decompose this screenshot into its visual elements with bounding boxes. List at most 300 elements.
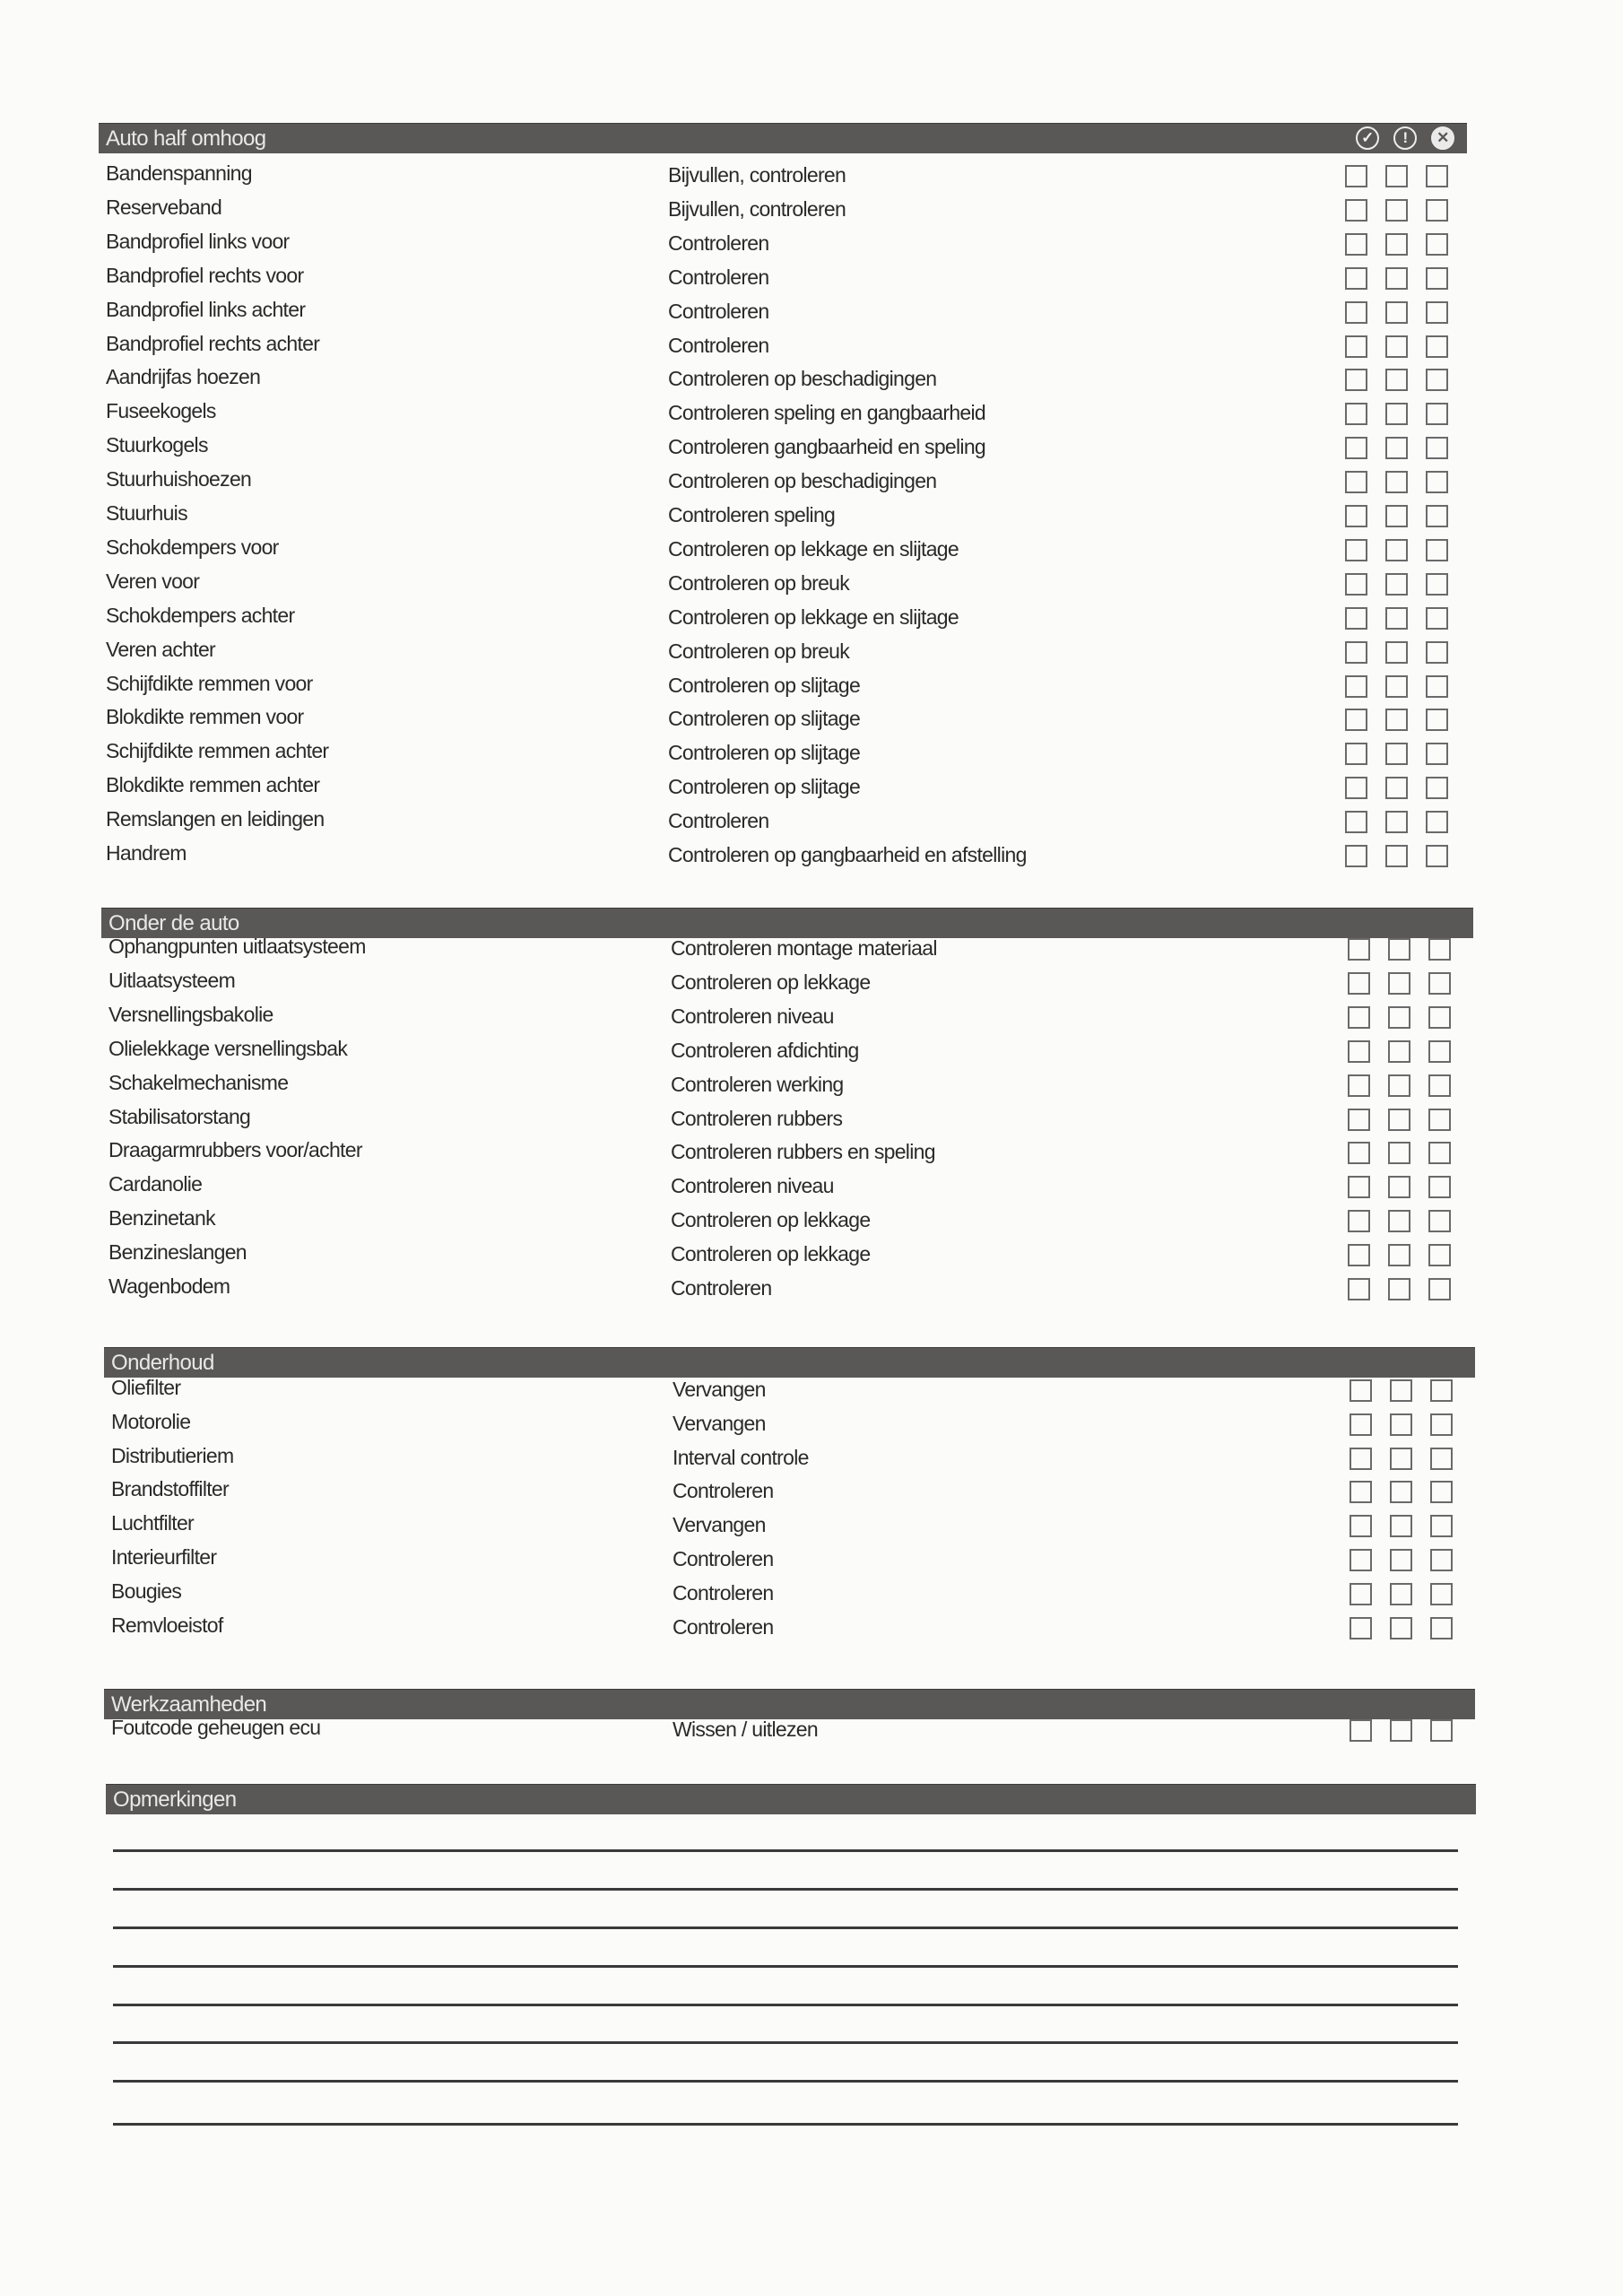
action-label: Controleren op lekkage xyxy=(671,1242,871,1266)
status-checkboxes xyxy=(1348,1109,1451,1131)
reject-checkbox[interactable] xyxy=(1428,1142,1451,1164)
action-label: Controleren rubbers xyxy=(671,1106,843,1130)
reject-checkbox[interactable] xyxy=(1426,335,1448,358)
item-label: Schijfdikte remmen achter xyxy=(106,739,329,763)
item-label: Bandenspanning xyxy=(106,161,252,185)
action-label: Controleren op lekkage en slijtage xyxy=(668,604,959,629)
ok-checkbox[interactable] xyxy=(1348,1109,1370,1131)
ok-checkbox[interactable] xyxy=(1350,1515,1372,1537)
checklist-row xyxy=(106,672,1488,706)
action-label: Controleren op lekkage xyxy=(671,1208,871,1232)
section-title: Auto half omhoog xyxy=(106,126,266,151)
status-checkboxes xyxy=(1350,1583,1453,1605)
checklist-row xyxy=(106,298,1488,332)
reject-checkbox[interactable] xyxy=(1428,1006,1451,1029)
action-label: Controleren xyxy=(668,265,769,289)
reject-checkbox[interactable] xyxy=(1428,1210,1451,1232)
ok-checkbox[interactable] xyxy=(1350,1448,1372,1470)
checklist-row xyxy=(111,1410,1488,1444)
checklist-row xyxy=(106,365,1488,399)
action-label: Controleren op slijtage xyxy=(668,707,861,731)
action-label: Controleren xyxy=(673,1547,774,1570)
reject-checkbox[interactable] xyxy=(1426,811,1448,833)
checklist-row xyxy=(106,773,1488,807)
attention-checkbox[interactable] xyxy=(1388,938,1410,961)
attention-checkbox[interactable] xyxy=(1385,199,1408,222)
status-checkboxes xyxy=(1345,199,1448,222)
status-checkboxes xyxy=(1348,938,1451,961)
checklist-row xyxy=(106,230,1488,264)
ok-checkbox[interactable] xyxy=(1345,845,1367,867)
item-label: Schakelmechanisme xyxy=(108,1070,289,1094)
status-legend xyxy=(1356,126,1454,152)
action-label: Vervangen xyxy=(673,1411,766,1435)
status-checkboxes xyxy=(1348,1074,1451,1097)
reject-checkbox[interactable] xyxy=(1428,1176,1451,1198)
status-checkboxes xyxy=(1345,505,1448,527)
action-label: Controleren niveau xyxy=(671,1004,834,1028)
reject-checkbox[interactable] xyxy=(1426,471,1448,493)
reject-checkbox[interactable] xyxy=(1426,165,1448,187)
remark-line[interactable] xyxy=(113,2123,1458,2126)
action-label: Controleren xyxy=(668,299,769,323)
reject-checkbox[interactable] xyxy=(1428,1278,1451,1300)
status-checkboxes xyxy=(1345,709,1448,731)
ok-checkbox[interactable] xyxy=(1345,607,1367,630)
attention-checkbox[interactable] xyxy=(1385,675,1408,698)
item-label: Interieurfilter xyxy=(111,1545,217,1569)
attention-checkbox[interactable] xyxy=(1385,777,1408,799)
item-label: Bandprofiel links achter xyxy=(106,297,306,321)
status-checkboxes xyxy=(1348,1278,1451,1300)
action-label: Controleren xyxy=(673,1614,774,1639)
item-label: Versnellingsbakolie xyxy=(108,1002,273,1026)
attention-checkbox[interactable] xyxy=(1385,641,1408,664)
reject-checkbox[interactable] xyxy=(1426,199,1448,222)
attention-checkbox[interactable] xyxy=(1385,301,1408,324)
ok-checkbox[interactable] xyxy=(1345,437,1367,459)
reject-checkbox[interactable] xyxy=(1426,403,1448,425)
action-label: Bijvullen, controleren xyxy=(668,163,846,187)
item-label: Stabilisatorstang xyxy=(108,1104,251,1128)
ok-checkbox[interactable] xyxy=(1350,1617,1372,1639)
attention-checkbox[interactable] xyxy=(1390,1448,1412,1470)
action-label: Controleren op breuk xyxy=(668,639,850,663)
ok-checkbox[interactable] xyxy=(1345,777,1367,799)
status-checkboxes xyxy=(1345,675,1448,698)
item-label: Benzinetank xyxy=(108,1206,215,1231)
ok-checkbox[interactable] xyxy=(1348,938,1370,961)
ok-checkbox[interactable] xyxy=(1345,743,1367,765)
item-label: Blokdikte remmen voor xyxy=(106,705,304,729)
attention-checkbox[interactable] xyxy=(1390,1379,1412,1402)
ok-checkbox[interactable] xyxy=(1350,1549,1372,1571)
attention-checkbox[interactable] xyxy=(1385,165,1408,187)
reject-checkbox[interactable] xyxy=(1430,1617,1453,1639)
reject-checkbox[interactable] xyxy=(1426,233,1448,256)
reject-checkbox[interactable] xyxy=(1426,301,1448,324)
checklist-row xyxy=(106,604,1488,638)
reject-checkbox[interactable] xyxy=(1426,539,1448,561)
ok-checkbox[interactable] xyxy=(1345,471,1367,493)
checklist-row xyxy=(111,1376,1488,1410)
action-label: Controleren op lekkage xyxy=(671,970,871,994)
item-label: Distributieriem xyxy=(111,1443,234,1467)
item-label: Stuurhuis xyxy=(106,501,187,525)
action-label: Controleren xyxy=(671,1276,772,1300)
attention-checkbox[interactable] xyxy=(1390,1549,1412,1571)
attention-checkbox[interactable] xyxy=(1385,471,1408,493)
status-checkboxes xyxy=(1345,165,1448,187)
item-label: Cardanolie xyxy=(108,1172,203,1196)
status-checkboxes xyxy=(1350,1481,1453,1503)
item-label: Veren achter xyxy=(106,637,216,661)
ok-checkbox[interactable] xyxy=(1345,811,1367,833)
action-label: Controleren gangbaarheid en speling xyxy=(668,435,986,459)
check-circle-icon: ✓ xyxy=(1356,126,1379,150)
item-label: Stuurhuishoezen xyxy=(106,467,252,491)
checklist-row xyxy=(111,1444,1488,1478)
reject-checkbox[interactable] xyxy=(1426,607,1448,630)
section-header xyxy=(99,123,1467,153)
attention-checkbox[interactable] xyxy=(1388,1040,1410,1063)
ok-checkbox[interactable] xyxy=(1345,199,1367,222)
item-label: Foutcode geheugen ecu xyxy=(111,1716,321,1739)
remark-line[interactable] xyxy=(113,1926,1458,1929)
ok-checkbox[interactable] xyxy=(1345,709,1367,731)
ok-checkbox[interactable] xyxy=(1345,403,1367,425)
item-label: Bandprofiel rechts voor xyxy=(106,263,304,287)
item-label: Bandprofiel links voor xyxy=(106,229,290,253)
checklist-row xyxy=(108,1240,1488,1274)
attention-checkbox[interactable] xyxy=(1390,1617,1412,1639)
item-label: Schijfdikte remmen voor xyxy=(106,671,313,695)
attention-checkbox[interactable] xyxy=(1390,1583,1412,1605)
ok-checkbox[interactable] xyxy=(1350,1719,1372,1742)
checklist-row xyxy=(108,1274,1488,1309)
status-checkboxes xyxy=(1348,1176,1451,1198)
item-label: Handrem xyxy=(106,841,187,865)
item-label: Remvloeistof xyxy=(111,1613,223,1637)
checklist-row xyxy=(108,1071,1488,1105)
checklist-row xyxy=(106,638,1488,672)
item-label: Blokdikte remmen achter xyxy=(106,773,320,797)
ok-checkbox[interactable] xyxy=(1345,267,1367,290)
action-label: Wissen / uitlezen xyxy=(673,1718,818,1741)
remark-line[interactable] xyxy=(113,2004,1458,2006)
checklist-row xyxy=(108,1138,1488,1172)
ok-checkbox[interactable] xyxy=(1345,505,1367,527)
attention-checkbox[interactable] xyxy=(1385,845,1408,867)
status-checkboxes xyxy=(1345,539,1448,561)
status-checkboxes xyxy=(1345,607,1448,630)
status-checkboxes xyxy=(1350,1719,1453,1742)
action-label: Controleren op gangbaarheid en afstelling xyxy=(668,843,1027,866)
section-header xyxy=(106,1784,1476,1814)
item-label: Aandrijfas hoezen xyxy=(106,365,261,389)
reject-checkbox[interactable] xyxy=(1426,675,1448,698)
status-checkboxes xyxy=(1350,1413,1453,1436)
action-label: Controleren op beschadigingen xyxy=(668,367,937,391)
checklist-row xyxy=(106,433,1488,467)
status-checkboxes xyxy=(1345,743,1448,765)
status-checkboxes xyxy=(1345,811,1448,833)
action-label: Controleren rubbers en speling xyxy=(671,1140,935,1164)
checklist-row xyxy=(106,807,1488,841)
item-label: Luchtfilter xyxy=(111,1511,195,1535)
reject-checkbox[interactable] xyxy=(1430,1448,1453,1470)
checklist-row xyxy=(111,1579,1488,1613)
ok-checkbox[interactable] xyxy=(1345,539,1367,561)
item-label: Fuseekogels xyxy=(106,399,216,423)
section-title: Onder de auto xyxy=(108,911,239,935)
item-label: Oliefilter xyxy=(111,1376,181,1399)
ok-checkbox[interactable] xyxy=(1345,641,1367,664)
reject-checkbox[interactable] xyxy=(1428,1074,1451,1097)
attention-checkbox[interactable] xyxy=(1385,539,1408,561)
ok-checkbox[interactable] xyxy=(1345,165,1367,187)
attention-checkbox[interactable] xyxy=(1385,811,1408,833)
action-label: Controleren werking xyxy=(671,1072,844,1096)
action-label: Controleren op slijtage xyxy=(668,775,861,799)
remark-line[interactable] xyxy=(113,2080,1458,2083)
action-label: Controleren op slijtage xyxy=(668,741,861,765)
reject-checkbox[interactable] xyxy=(1426,267,1448,290)
action-label: Vervangen xyxy=(673,1378,766,1401)
status-checkboxes xyxy=(1345,233,1448,256)
reject-checkbox[interactable] xyxy=(1428,938,1451,961)
status-checkboxes xyxy=(1345,777,1448,799)
attention-checkbox[interactable] xyxy=(1390,1481,1412,1503)
reject-checkbox[interactable] xyxy=(1426,709,1448,731)
checklist-row xyxy=(108,1206,1488,1240)
reject-checkbox[interactable] xyxy=(1426,437,1448,459)
ok-checkbox[interactable] xyxy=(1345,369,1367,391)
action-label: Controleren niveau xyxy=(671,1174,834,1198)
item-label: Brandstoffilter xyxy=(111,1477,229,1501)
action-label: Controleren afdichting xyxy=(671,1038,859,1062)
ok-checkbox[interactable] xyxy=(1348,1176,1370,1198)
reject-checkbox[interactable] xyxy=(1430,1379,1453,1402)
reject-checkbox[interactable] xyxy=(1428,972,1451,995)
attention-checkbox[interactable] xyxy=(1385,437,1408,459)
ok-checkbox[interactable] xyxy=(1345,675,1367,698)
item-label: Benzineslangen xyxy=(108,1240,247,1265)
reject-checkbox[interactable] xyxy=(1430,1549,1453,1571)
action-label: Interval controle xyxy=(673,1445,809,1469)
action-label: Controleren op lekkage en slijtage xyxy=(668,536,959,561)
reject-checkbox[interactable] xyxy=(1426,369,1448,391)
checklist-row xyxy=(106,705,1488,739)
item-label: Schokdempers achter xyxy=(106,603,295,627)
attention-checkbox[interactable] xyxy=(1388,1109,1410,1131)
status-checkboxes xyxy=(1345,845,1448,867)
remark-line[interactable] xyxy=(113,1849,1458,1852)
status-checkboxes xyxy=(1348,1142,1451,1164)
attention-checkbox[interactable] xyxy=(1388,1176,1410,1198)
action-label: Bijvullen, controleren xyxy=(668,196,846,221)
reject-checkbox[interactable] xyxy=(1426,777,1448,799)
status-checkboxes xyxy=(1345,267,1448,290)
attention-checkbox[interactable] xyxy=(1385,743,1408,765)
status-checkboxes xyxy=(1345,573,1448,596)
attention-checkbox[interactable] xyxy=(1388,1074,1410,1097)
checklist-row xyxy=(108,1172,1488,1206)
action-label: Controleren xyxy=(668,809,769,833)
checklist-row xyxy=(111,1545,1488,1579)
attention-checkbox[interactable] xyxy=(1388,1006,1410,1029)
ok-checkbox[interactable] xyxy=(1348,1278,1370,1300)
attention-checkbox[interactable] xyxy=(1385,403,1408,425)
action-label: Vervangen xyxy=(673,1513,766,1537)
checklist-row xyxy=(111,1613,1488,1648)
status-checkboxes xyxy=(1345,641,1448,664)
status-checkboxes xyxy=(1348,1006,1451,1029)
status-checkboxes xyxy=(1348,1210,1451,1232)
status-checkboxes xyxy=(1350,1515,1453,1537)
ok-checkbox[interactable] xyxy=(1348,1210,1370,1232)
action-label: Controleren montage materiaal xyxy=(671,936,937,960)
attention-checkbox[interactable] xyxy=(1388,1142,1410,1164)
reject-checkbox[interactable] xyxy=(1430,1481,1453,1503)
action-label: Controleren speling en gangbaarheid xyxy=(668,401,986,425)
reject-checkbox[interactable] xyxy=(1426,743,1448,765)
reject-checkbox[interactable] xyxy=(1426,573,1448,596)
checklist-row xyxy=(106,264,1488,298)
attention-checkbox[interactable] xyxy=(1385,505,1408,527)
checklist-row xyxy=(106,501,1488,535)
exclamation-circle-icon: ! xyxy=(1393,126,1417,150)
reject-checkbox[interactable] xyxy=(1426,505,1448,527)
attention-checkbox[interactable] xyxy=(1390,1413,1412,1436)
attention-checkbox[interactable] xyxy=(1385,335,1408,358)
ok-checkbox[interactable] xyxy=(1348,1040,1370,1063)
checklist-row xyxy=(106,467,1488,501)
reject-checkbox[interactable] xyxy=(1428,1109,1451,1131)
item-label: Bandprofiel rechts achter xyxy=(106,331,320,355)
checklist-row xyxy=(111,1716,1488,1750)
item-label: Reserveband xyxy=(106,195,222,219)
remark-line[interactable] xyxy=(113,1965,1458,1968)
item-label: Olielekkage versnellingsbak xyxy=(108,1036,348,1060)
checklist-row xyxy=(106,161,1488,196)
status-checkboxes xyxy=(1345,471,1448,493)
checklist-row xyxy=(108,1037,1488,1071)
attention-checkbox[interactable] xyxy=(1390,1719,1412,1742)
section-title: Werkzaamheden xyxy=(111,1692,267,1717)
attention-checkbox[interactable] xyxy=(1390,1515,1412,1537)
ok-checkbox[interactable] xyxy=(1348,1074,1370,1097)
ok-checkbox[interactable] xyxy=(1348,1244,1370,1266)
item-label: Bougies xyxy=(111,1578,182,1603)
reject-checkbox[interactable] xyxy=(1430,1719,1453,1742)
ok-checkbox[interactable] xyxy=(1345,233,1367,256)
attention-checkbox[interactable] xyxy=(1388,972,1410,995)
reject-checkbox[interactable] xyxy=(1430,1515,1453,1537)
attention-checkbox[interactable] xyxy=(1385,233,1408,256)
attention-checkbox[interactable] xyxy=(1388,1210,1410,1232)
ok-checkbox[interactable] xyxy=(1348,1006,1370,1029)
status-checkboxes xyxy=(1350,1549,1453,1571)
action-label: Controleren xyxy=(673,1479,774,1503)
status-checkboxes xyxy=(1348,972,1451,995)
status-checkboxes xyxy=(1350,1448,1453,1470)
section-header xyxy=(104,1347,1475,1378)
action-label: Controleren xyxy=(668,230,769,255)
status-checkboxes xyxy=(1348,1040,1451,1063)
checklist-row xyxy=(106,570,1488,604)
reject-checkbox[interactable] xyxy=(1426,641,1448,664)
checklist-row xyxy=(108,935,1488,969)
checklist-row xyxy=(106,841,1488,875)
action-label: Controleren xyxy=(673,1580,774,1605)
checklist-row xyxy=(108,1003,1488,1037)
reject-checkbox[interactable] xyxy=(1428,1244,1451,1266)
ok-checkbox[interactable] xyxy=(1350,1481,1372,1503)
action-label: Controleren op beschadigingen xyxy=(668,469,937,493)
ok-checkbox[interactable] xyxy=(1350,1413,1372,1436)
status-checkboxes xyxy=(1345,437,1448,459)
remark-line[interactable] xyxy=(113,1888,1458,1891)
section-title: Opmerkingen xyxy=(113,1787,237,1812)
status-checkboxes xyxy=(1345,403,1448,425)
item-label: Stuurkogels xyxy=(106,433,208,457)
ok-checkbox[interactable] xyxy=(1345,573,1367,596)
ok-checkbox[interactable] xyxy=(1350,1379,1372,1402)
attention-checkbox[interactable] xyxy=(1385,267,1408,290)
item-label: Remslangen en leidingen xyxy=(106,807,325,831)
ok-checkbox[interactable] xyxy=(1350,1583,1372,1605)
checklist-row xyxy=(111,1511,1488,1545)
section-header xyxy=(104,1689,1475,1719)
checklist-row xyxy=(111,1477,1488,1511)
status-checkboxes xyxy=(1345,369,1448,391)
action-label: Controleren op slijtage xyxy=(668,673,861,697)
item-label: Uitlaatsysteem xyxy=(108,968,236,992)
status-checkboxes xyxy=(1345,335,1448,358)
reject-checkbox[interactable] xyxy=(1430,1583,1453,1605)
status-checkboxes xyxy=(1345,301,1448,324)
item-label: Veren voor xyxy=(106,569,200,593)
action-label: Controleren op breuk xyxy=(668,570,850,595)
action-label: Controleren speling xyxy=(668,503,836,526)
checklist-row xyxy=(106,399,1488,433)
ok-checkbox[interactable] xyxy=(1345,335,1367,358)
reject-checkbox[interactable] xyxy=(1430,1413,1453,1436)
section-title: Onderhoud xyxy=(111,1351,214,1375)
cross-circle-icon: ✕ xyxy=(1431,126,1454,150)
checklist-row xyxy=(106,332,1488,366)
item-label: Ophangpunten uitlaatsysteem xyxy=(108,935,366,958)
checklist-row xyxy=(106,196,1488,230)
status-checkboxes xyxy=(1350,1379,1453,1402)
attention-checkbox[interactable] xyxy=(1385,369,1408,391)
attention-checkbox[interactable] xyxy=(1385,709,1408,731)
reject-checkbox[interactable] xyxy=(1426,845,1448,867)
attention-checkbox[interactable] xyxy=(1385,607,1408,630)
ok-checkbox[interactable] xyxy=(1348,1142,1370,1164)
checklist-row xyxy=(106,535,1488,570)
attention-checkbox[interactable] xyxy=(1388,1278,1410,1300)
ok-checkbox[interactable] xyxy=(1348,972,1370,995)
remark-line[interactable] xyxy=(113,2041,1458,2044)
attention-checkbox[interactable] xyxy=(1385,573,1408,596)
ok-checkbox[interactable] xyxy=(1345,301,1367,324)
attention-checkbox[interactable] xyxy=(1388,1244,1410,1266)
reject-checkbox[interactable] xyxy=(1428,1040,1451,1063)
checklist-row xyxy=(108,969,1488,1003)
item-label: Schokdempers voor xyxy=(106,535,279,559)
